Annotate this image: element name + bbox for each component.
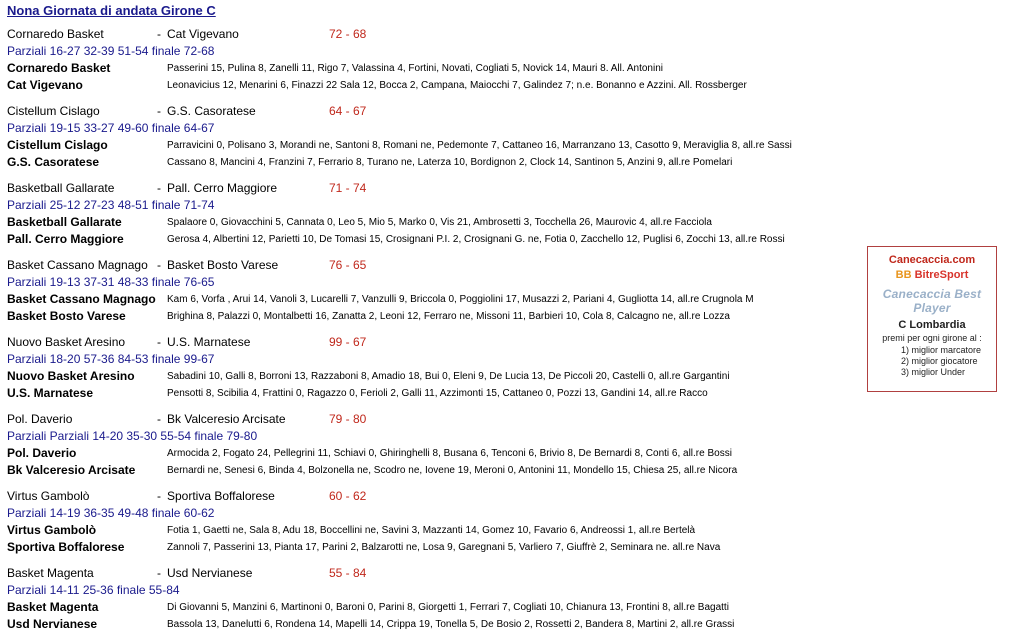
away-players: Bernardi ne, Senesi 6, Binda 4, Bolzonella ne, Scodro ne, Iovene 19, Meroni 0, Antonini 11, Mondello 15, Chiesa 25, all.re Nicora xyxy=(167,465,738,476)
match-dash: - xyxy=(157,27,161,41)
game-block xyxy=(0,488,860,565)
ad-prize-item: 3) miglior Under xyxy=(901,367,966,377)
partials-text: Parziali Parziali 14-20 35-30 55-54 finale 79-80 xyxy=(7,429,258,443)
home-players: Spalaore 0, Giovacchini 5, Cannata 0, Leo 5, Mio 5, Marko 0, Vis 21, Ambrosetti 3, Tocchella 26, Maurovic 4, all.re Facciola xyxy=(167,217,712,228)
game-block xyxy=(0,180,860,257)
game-block xyxy=(0,257,860,334)
away-players: Leonavicius 12, Menarini 6, Finazzi 22 Sala 12, Bocca 2, Campana, Maiocchi 7, Galindez 7; n.e. Bonanno e Azzini. All. Rossberger xyxy=(167,80,747,91)
away-team: G.S. Casoratese xyxy=(167,104,256,118)
match-dash: - xyxy=(157,489,161,503)
ad-region: C Lombardia xyxy=(898,319,966,331)
away-team: U.S. Marnatese xyxy=(167,335,251,349)
away-team-name: Sportiva Boffalorese xyxy=(7,540,125,554)
final-score: 60 - 62 xyxy=(329,489,367,503)
home-players: Sabadini 10, Galli 8, Borroni 13, Razzaboni 8, Amadio 18, Bui 0, Eleni 9, De Lucia 13, De Piccoli 20, Castelli 0, all.re Gargantini xyxy=(167,371,730,382)
away-team-name: Pall. Cerro Maggiore xyxy=(7,232,124,246)
ad-prizes-list xyxy=(868,345,996,378)
game-block xyxy=(0,565,860,642)
partials-text: Parziali 14-19 36-35 49-48 finale 60-62 xyxy=(7,506,215,520)
games-list xyxy=(0,26,860,642)
home-team: Cornaredo Basket xyxy=(7,27,104,41)
away-players: Bassola 13, Danelutti 6, Rondena 14, Mapelli 14, Crippa 19, Tonella 5, De Bosio 2, Rossetti 2, Bandera 8, Martini 2, all.re Grassi xyxy=(167,619,735,630)
game-block xyxy=(0,26,860,103)
match-dash: - xyxy=(157,181,161,195)
canecaccia-ad-banner[interactable] xyxy=(867,246,997,392)
home-team-name: Basket Cassano Magnago xyxy=(7,292,156,306)
away-team-name: Usd Nervianese xyxy=(7,617,98,631)
final-score: 99 - 67 xyxy=(329,335,367,349)
match-dash: - xyxy=(157,412,161,426)
home-players: Kam 6, Vorfa , Arui 14, Vanoli 3, Lucarelli 7, Vanzulli 9, Briccola 0, Poggiolini 17, Musazzi 2, Pariani 4, Gugliotta 14, all.re Crugnola M xyxy=(167,294,754,305)
home-players: Fotia 1, Gaetti ne, Sala 8, Adu 18, Boccellini ne, Savini 3, Mazzanti 14, Gomez 10, Favario 6, Andreossi 1, all.re Bertelà xyxy=(167,525,696,536)
home-team: Cistellum Cislago xyxy=(7,104,100,118)
final-score: 55 - 84 xyxy=(329,566,367,580)
home-players: Passerini 15, Pulina 8, Zanelli 11, Rigo 7, Valassina 4, Fortini, Novati, Cogliati 5, Novick 14, Mauri 8. All. Antonini xyxy=(167,63,663,74)
bitresport-logo xyxy=(868,269,996,281)
away-team-name: U.S. Marnatese xyxy=(7,386,94,400)
home-players: Di Giovanni 5, Manzini 6, Martinoni 0, Baroni 0, Parini 8, Giorgetti 1, Ferrari 7, Cogliati 10, Chianura 13, Frontini 8, all.re Bagatti xyxy=(167,602,729,613)
home-team: Basket Magenta xyxy=(7,566,94,580)
match-dash: - xyxy=(157,258,161,272)
page-title[interactable]: Nona Giornata di andata Girone C xyxy=(7,3,216,18)
partials-text: Parziali 19-15 33-27 49-60 finale 64-67 xyxy=(7,121,215,135)
home-team-name: Nuovo Basket Aresino xyxy=(7,369,135,383)
match-dash: - xyxy=(157,566,161,580)
away-team-name: G.S. Casoratese xyxy=(7,155,100,169)
partials-text: Parziali 25-12 27-23 48-51 finale 71-74 xyxy=(7,198,215,212)
match-dash: - xyxy=(157,104,161,118)
home-team: Virtus Gambolò xyxy=(7,489,90,503)
bitresport-logo-text: BitreSport xyxy=(914,269,969,281)
partials-text: Parziali 16-27 32-39 51-54 finale 72-68 xyxy=(7,44,215,58)
home-team-name: Cornaredo Basket xyxy=(7,61,111,75)
home-team: Pol. Daverio xyxy=(7,412,73,426)
away-team: Sportiva Boffalorese xyxy=(167,489,275,503)
game-block xyxy=(0,411,860,488)
partials-text: Parziali 14-11 25-36 finale 55-84 xyxy=(7,583,180,597)
final-score: 72 - 68 xyxy=(329,27,367,41)
away-team-name: Basket Bosto Varese xyxy=(7,309,126,323)
ad-description: premi per ogni girone al : xyxy=(882,333,982,343)
match-dash: - xyxy=(157,335,161,349)
bitresport-logo-mark: BB xyxy=(895,269,912,281)
away-team: Cat Vigevano xyxy=(167,27,239,41)
away-players: Brighina 8, Palazzi 0, Montalbetti 16, Zanatta 2, Leoni 12, Ferraro ne, Missoni 11, Barbieri 10, Cola 8, Calcagno ne, all.re Lozza xyxy=(167,311,730,322)
away-team-name: Bk Valceresio Arcisate xyxy=(7,463,136,477)
home-team-name: Pol. Daverio xyxy=(7,446,77,460)
ad-site-name: Canecaccia.com xyxy=(888,254,976,266)
away-players: Cassano 8, Mancini 4, Franzini 7, Ferrario 8, Turano ne, Laterza 10, Bordignon 2, Clock 14, Santinon 5, Anzini 9, all.re Pomelari xyxy=(167,157,733,168)
away-players: Gerosa 4, Albertini 12, Parietti 10, De Tomasi 15, Crosignani P.I. 2, Crosignani G. ne, Fotia 0, Zacchello 12, Puglisi 6, Zocchi 13, all.re Rossi xyxy=(167,234,785,245)
final-score: 76 - 65 xyxy=(329,258,367,272)
home-players: Armocida 2, Fogato 24, Pellegrini 11, Schiavi 0, Ghiringhelli 8, Busana 6, Tenconi 6, Brivio 8, De Bernardi 8, Conti 6, all.re Bossi xyxy=(167,448,732,459)
ad-best-player-title: Canecaccia Best Player xyxy=(882,287,982,315)
final-score: 64 - 67 xyxy=(329,104,367,118)
away-players: Pensotti 8, Scibilia 4, Frattini 0, Ragazzo 0, Ferioli 2, Galli 11, Azzimonti 15, Cattaneo 0, Pozzi 13, Gandini 14, all.re Racco xyxy=(167,388,708,399)
home-team: Nuovo Basket Aresino xyxy=(7,335,126,349)
away-players: Zannoli 7, Passerini 13, Pianta 17, Parini 2, Balzarotti ne, Losa 9, Garegnani 5, Varliero 7, Giuffrè 2, Seminara ne. all.re Nava xyxy=(167,542,721,553)
home-team-name: Cistellum Cislago xyxy=(7,138,108,152)
home-team-name: Virtus Gambolò xyxy=(7,523,97,537)
home-team-name: Basket Magenta xyxy=(7,600,99,614)
home-players: Parravicini 0, Polisano 3, Morandi ne, Santoni 8, Romani ne, Pedemonte 7, Cattaneo 16, Marranzano 13, Casotto 9, Meraviglia 8, all.re Sassi xyxy=(167,140,792,151)
home-team: Basket Cassano Magnago xyxy=(7,258,148,272)
final-score: 79 - 80 xyxy=(329,412,367,426)
away-team: Bk Valceresio Arcisate xyxy=(167,412,286,426)
ad-prize-item: 1) miglior marcatore xyxy=(901,345,982,355)
away-team-name: Cat Vigevano xyxy=(7,78,83,92)
partials-text: Parziali 19-13 37-31 48-33 finale 76-65 xyxy=(7,275,215,289)
ad-prize-item: 2) miglior giocatore xyxy=(901,356,978,366)
home-team: Basketball Gallarate xyxy=(7,181,115,195)
away-team: Pall. Cerro Maggiore xyxy=(167,181,278,195)
away-team: Basket Bosto Varese xyxy=(167,258,279,272)
partials-text: Parziali 18-20 57-36 84-53 finale 99-67 xyxy=(7,352,215,366)
game-block xyxy=(0,103,860,180)
home-team-name: Basketball Gallarate xyxy=(7,215,122,229)
game-block xyxy=(0,334,860,411)
final-score: 71 - 74 xyxy=(329,181,367,195)
away-team: Usd Nervianese xyxy=(167,566,253,580)
